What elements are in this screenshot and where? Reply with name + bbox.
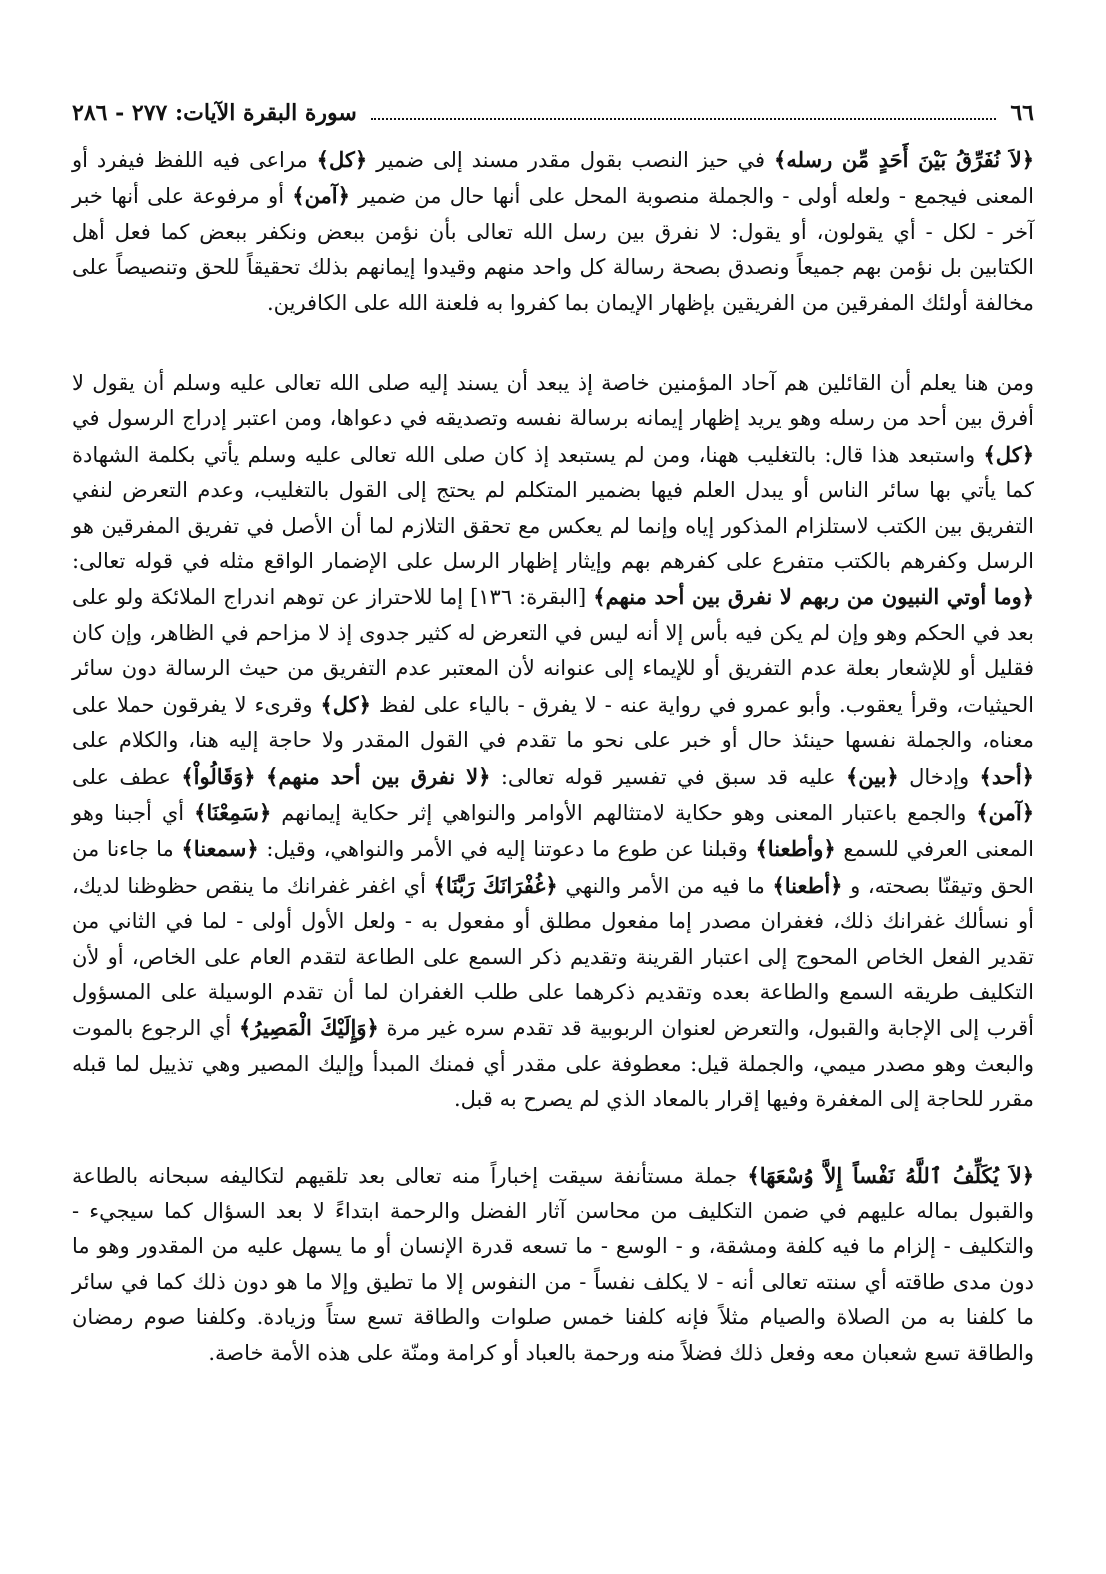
quran-quote: ﴿كل﴾	[320, 691, 371, 717]
quran-quote: ﴿وَإِلَيْكَ الْمَصِيرُ﴾	[238, 1015, 379, 1041]
quran-quote: ﴿لاَ يُكَلِّفُ ٱللَّهُ نَفْساً إِلاَّ وُسْعَهَا﴾	[747, 1162, 1035, 1188]
quran-quote: ﴿وَقَالُواْ﴾	[181, 763, 256, 789]
paragraph-2	[72, 366, 1034, 1118]
body-text: في حيز النصب بقول مقدر مسند إلى ضمير	[367, 148, 775, 172]
quran-quote: ﴿لاَ نُفَرِّقُ بَيْنَ أَحَدٍ مِّن رسله﴾	[774, 147, 1035, 172]
quran-quote: ﴿آمن﴾	[292, 183, 350, 209]
body-text: عليه قد سبق في تفسير قوله تعالى:	[490, 764, 846, 789]
body-text: ما جاءنا من الحق وتيقنّا بصحته، و	[72, 837, 1035, 898]
body-text: جملة مستأنفة سيقت إخباراً منه تعالى بعد تلقيهم لتكاليفه سبحانه بالطاعة والقبول بماله عليهم في ضمن التكليف من محاسن آثار الفضل والرحمة ابتداءً لا بعد السؤال كما سيجيء - والتكليف - إلزام ما فيه كلفة ومشقة، و - الوسع - ما تسعه قدرة الإنسان أو ما يسهل عليه من المقدور وهو ما دون مدى طاقته أي سنته تعالى أنه - لا يكلف نفساً - من النفوس إلا ما تطيق وإلا ما هو دون ذلك كما في سائر ما كلفنا به من الصلاة والصيام مثلاً فإنه كلفنا خمس صلوات والطاقة تسع ستاً وزيادة. وكلفنا صوم رمضان والطاقة تسع شعبان معه وفعل ذلك فضلاً منه ورحمة بالعباد أو كرامة ومنّة على هذه الأمة خاصة.	[72, 1163, 1034, 1365]
body-text: ومن هنا يعلم أن القائلين هم آحاد المؤمنين خاصة إذ يبعد أن يسند إليه صلى الله تعالى عليه وسلم أن يقول لا أفرق بين أحد من رسله وهو يريد إظهار إيمانه برسالة نفسه وتصديقه في دعواها، ومن اعتبر إدراج الرسول في	[72, 371, 1034, 431]
quran-quote: ﴿أحد﴾	[979, 763, 1034, 789]
quran-quote: ﴿أطعنا﴾	[772, 872, 843, 898]
body-text: أي اغفر غفرانك ما ينقص حظوظنا لديك، أو نسألك غفرانك ذلك، فغفران مصدر إما مفعول مطلق أو مفعول به - ولعل الأول أولى - لما في الثاني من تقدير الفعل الخاص المحوج إلى اعتبار القرينة وتقديم ذكر السمع على الطاعة لتقدم العام على الخاص، أو لأن التكليف طريقه السمع والطاعة بعده وتقديم ذكرهما على طلب الغفران لما أن تقدم الوسيلة على المسؤول أقرب إلى الإجابة والقبول، والتعرض لعنوان الربوبية قد تقدم سره غير مرة	[72, 873, 1035, 1041]
paragraph-3	[72, 1158, 1034, 1371]
quran-quote: ﴿آمن﴾	[976, 799, 1035, 825]
quran-quote: ﴿سمعنا﴾	[181, 836, 259, 862]
body-text: [البقرة: ١٣٦] إما للاحتراز عن توهم اندراج الملائكة ولو على بعد في الحكم وهو وإن لم يكن فيه بأس إلا أنه ليس في التعرض له كثير جدوى إذ لا مزاحم في الظاهر، وإن كان فقليل أو للإشعار بعلة عدم التفريق أو للإيماء إلى عنوانه لأن المعتبر عدم التفريق من حيث الرسالة دون سائر الحيثيات، وقرأ يعقوب. وأبو عمرو في رواية عنه - لا يفرق - بالياء على لفظ	[72, 585, 1034, 717]
body-text	[256, 765, 266, 789]
quran-quote: ﴿وما أوتي النبيون من ربهم لا نفرق بين أحد منهم﴾	[593, 584, 1035, 610]
running-title: سورة البقرة الآيات: ٢٧٧ - ٢٨٦	[72, 100, 357, 126]
body-text: واستبعد هذا قال: بالتغليب ههنا، ومن لم يستبعد إذ كان صلى الله تعالى عليه وسلم يأتي بكلمة الشهادة كما يأتي بها سائر الناس أو يبدل العلم فيها بضمير المتكلم لم يحتج إلى القول بالتغليب، وعدم التعرض لنفي التفريق بين الكتب لاستلزام المذكور إياه وإنما لم يعكس مع تحقق التلازم لما أن الأصل في تفريق المفرقين هو الرسل وكفرهم بالكتب متفرع على كفرهم بهم وإيثار إظهار الرسل على الإضمار الواقع مثله في قوله تعالى:	[72, 442, 1034, 574]
quran-quote: ﴿كل﴾	[983, 441, 1034, 467]
body-text: وإدخال	[898, 764, 980, 789]
quran-quote: ﴿وأطعنا﴾	[755, 836, 836, 862]
quran-quote: ﴿بين﴾	[845, 763, 899, 789]
page-number: ٦٦	[1010, 100, 1034, 126]
body-text: مراعى فيه اللفظ فيفرد أو المعنى فيجمع - ولعله أولى - والجملة منصوبة المحل على أنها حال من ضمير	[72, 148, 1035, 209]
body-text: وقبلنا عن طوع ما دعوتنا إليه في الأمر والنواهي، وقيل:	[258, 837, 756, 862]
body-text: أي أجبنا وهو المعنى العرفي للسمع	[72, 800, 1035, 862]
paragraph-1	[72, 142, 1034, 321]
body-text: عطف على	[72, 764, 182, 789]
body-text: ما فيه من الأمر والنهي	[557, 873, 773, 898]
body-text: وقرىء لا يفرقون حملا على معناه، والجملة نفسها حينئذ حال أو خبر على نحو ما تقدم في القول المقدر ولا حاجة إليه هنا، والكلام على	[72, 692, 1034, 753]
book-page	[72, 100, 1034, 1371]
body-text: والجمع باعتبار المعنى وهو حكاية لامتثالهم الأوامر والنواهي إثر حكاية إيمانهم	[271, 800, 977, 825]
header-dotted-leader	[371, 104, 997, 120]
quran-quote: ﴿سَمِعْنَا﴾	[194, 799, 272, 825]
body-text: أي الرجوع بالموت والبعث وهو مصدر ميمي، والجملة قيل: معطوفة على مقدر أي فمنك المبدأ وإليك المصير وهي تذييل لما قبله مقرر للحاجة إلى المغفرة وفيها إقرار بالمعاد الذي لم يصرح به قبل.	[72, 1016, 1034, 1112]
quran-quote: ﴿غُفْرَانَكَ رَبَّنَا﴾	[433, 872, 558, 898]
body-text: أو مرفوعة على أنها خبر آخر - لكل - أي يقولون، أو يقول: لا نفرق بين رسل الله تعالى بأن نؤمن ببعض ونكفر ببعض كما فعل أهل الكتابين بل نؤمن بهم جميعاً ونصدق بصحة رسالة كل واحد منهم وقيدوا إيمانهم بذلك تحقيقاً للحق وتنصيصاً على مخالفة أولئك المفرقين من الفريقين بإظهار الإيمان بما كفروا به فلعنة الله على الكافرين.	[72, 184, 1034, 315]
page-header	[72, 100, 1034, 136]
quran-quote: ﴿لا نفرق بين أحد منهم﴾	[266, 763, 491, 789]
quran-quote: ﴿كل﴾	[316, 147, 368, 172]
